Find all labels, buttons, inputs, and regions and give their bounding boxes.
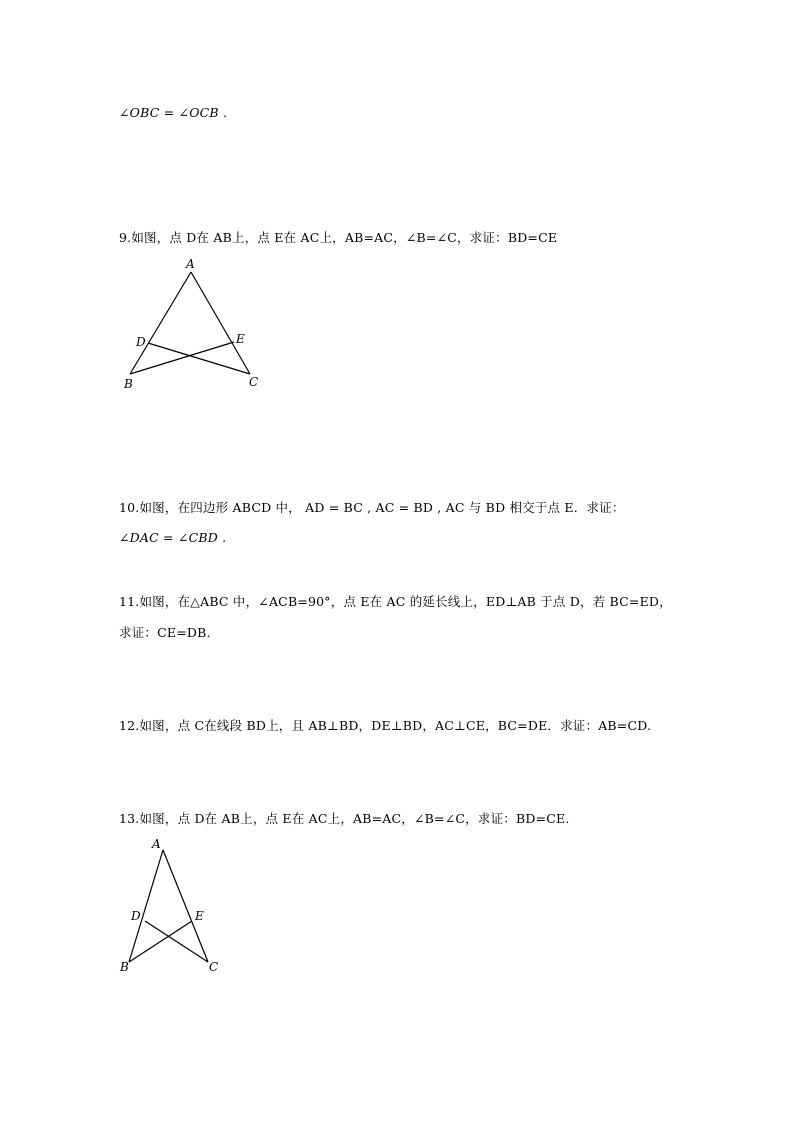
problem-9-text: 9.如图，点 D在 AB上，点 E在 AC上，AB=AC，∠B=∠C，求证：BD=CE xyxy=(119,230,558,245)
segment-BE xyxy=(129,921,192,962)
label-D: D xyxy=(136,335,146,349)
label-A: A xyxy=(186,257,195,271)
problem-13-text: 13.如图，点 D在 AB上，点 E在 AC上，AB=AC，∠B=∠C，求证：BD=CE. xyxy=(119,811,570,826)
problem-12-text: 12.如图，点 C在线段 BD上，且 AB⊥BD，DE⊥BD，AC⊥CE，BC=DE．求证：AB=CD. xyxy=(119,718,652,733)
segment-AB xyxy=(129,850,163,962)
segment-DC xyxy=(145,921,208,962)
label-B: B xyxy=(124,377,133,391)
problem-11-text-2: 求证：CE=DB. xyxy=(119,625,211,640)
label-B: B xyxy=(120,960,129,974)
label-D: D xyxy=(131,909,141,923)
label-C: C xyxy=(249,375,259,389)
intro-equation: ∠OBC = ∠OCB . xyxy=(119,105,228,120)
problem-11-text: 11.如图，在△ABC 中，∠ACB=90°，点 E在 AC 的延长线上，ED⊥AB 于点 D，若 BC=ED， xyxy=(119,594,672,609)
label-E: E xyxy=(195,909,204,923)
label-E: E xyxy=(236,332,245,346)
segment-AC xyxy=(163,850,208,962)
problem-10-text: 10.如图，在四边形 ABCD 中， AD = BC , AC = BD , AC 与 BD 相交于点 E．求证： xyxy=(119,500,625,515)
label-C: C xyxy=(209,960,219,974)
problem-10-text-2: ∠DAC = ∠CBD . xyxy=(119,530,227,545)
label-A: A xyxy=(152,837,161,851)
